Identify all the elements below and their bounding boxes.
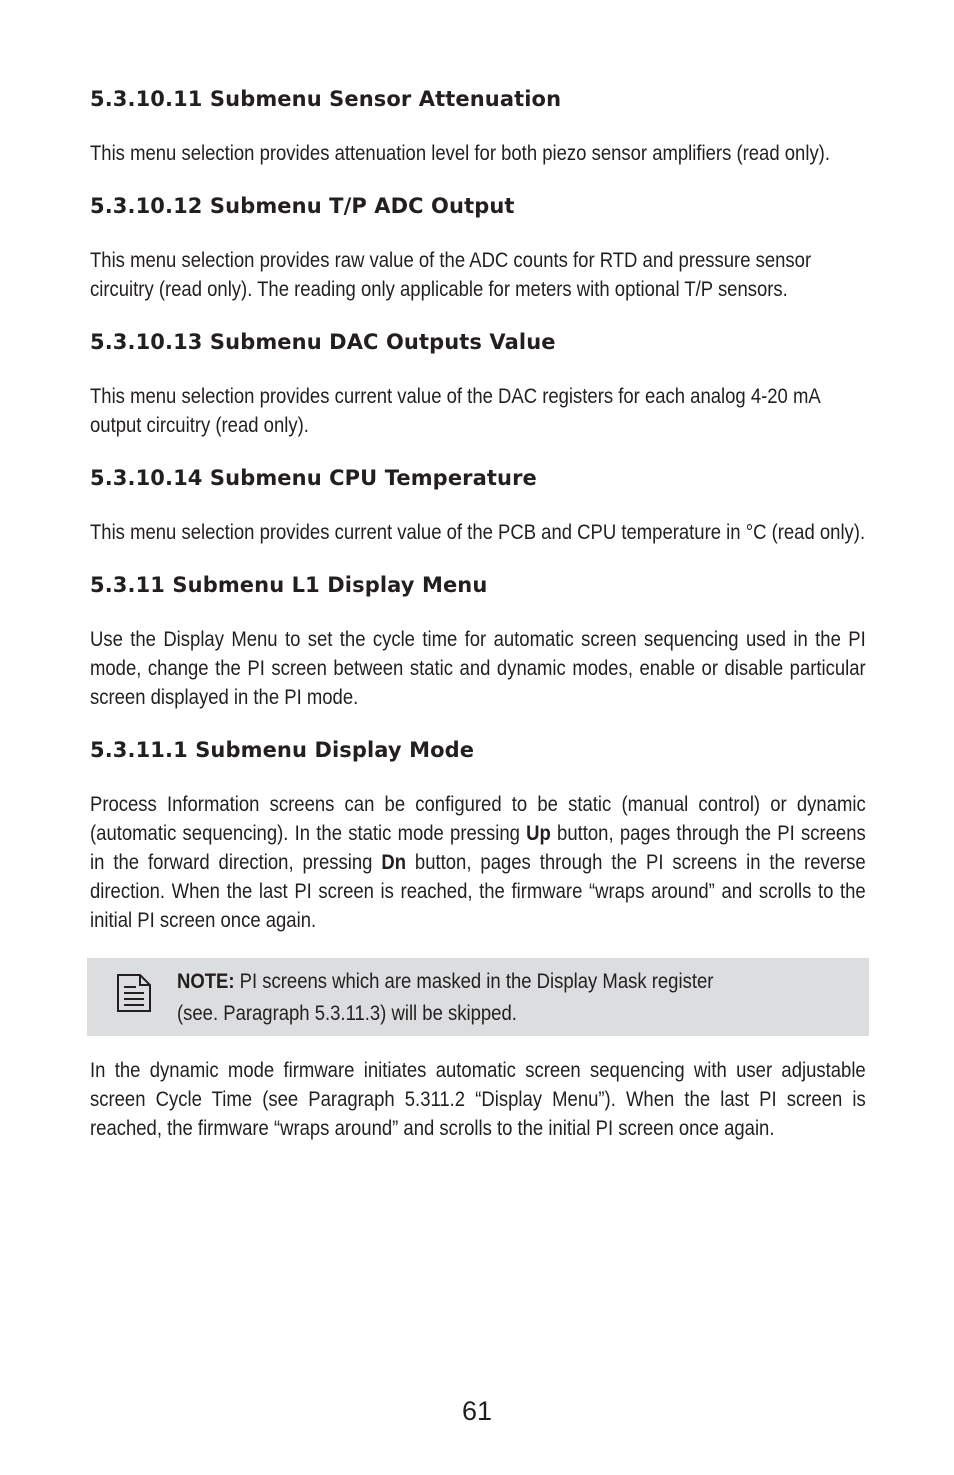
section-cpu-temperature — [90, 463, 866, 547]
section-heading: 5.3.10.14 Submenu CPU Temperature — [90, 466, 537, 490]
body-text: button, pages through the PI screens in the forward direction, pressing — [90, 821, 866, 874]
section-tp-adc-output — [90, 191, 866, 304]
section-body: This menu selection provides attenuation level for both piezo sensor amplifiers (read only). — [90, 141, 830, 165]
section-display-mode — [90, 735, 866, 935]
body-text: Process Information screens can be configured to be static (manual control) or dynamic (automatic sequencing). In the static mode pressing — [90, 792, 866, 845]
note-line1: PI screens which are masked in the Display Mask register — [234, 969, 714, 993]
section-body: This menu selection provides current value of the PCB and CPU temperature in °C (read only). — [90, 520, 866, 544]
note-label: NOTE: — [177, 969, 235, 993]
note-text — [177, 965, 831, 1029]
section-body: Use the Display Menu to set the cycle time for automatic screen sequencing used in the PI mode, change the PI screen between static and dynamic modes, enable or disable particular screen displayed in the PI mode. — [90, 627, 866, 709]
section-heading: 5.3.10.12 Submenu T/P ADC Output — [90, 194, 515, 218]
section-heading: 5.3.10.11 Submenu Sensor Attenuation — [90, 87, 562, 111]
note-box — [87, 958, 869, 1036]
note-document-icon — [116, 973, 152, 1013]
section-body: This menu selection provides raw value of the ADC counts for RTD and pressure sensor circuitry (read only). The reading only applicable for meters with optional T/P sensors. — [90, 248, 812, 301]
section-heading: 5.3.11.1 Submenu Display Mode — [90, 738, 475, 762]
closing-paragraph: In the dynamic mode firmware initiates automatic screen sequencing with user adjustable screen Cycle Time (see Paragraph 5.311.2 “Display Menu”). When the last PI screen is reached, the firmware “wraps around” and scrolls to the initial PI screen once again. — [90, 1058, 866, 1140]
section-body: This menu selection provides current value of the DAC registers for each analog 4-20 mA output circuitry (read only). — [90, 384, 820, 437]
section-display-menu — [90, 570, 866, 712]
section-heading: 5.3.10.13 Submenu DAC Outputs Value — [90, 330, 556, 354]
dn-key-label: Dn — [381, 850, 406, 874]
section-body — [90, 790, 866, 935]
section-sensor-attenuation — [90, 84, 866, 168]
section-dac-outputs-value — [90, 327, 866, 440]
page-number: 61 — [461, 1396, 493, 1426]
note-line2: (see. Paragraph 5.3.11.3) will be skipped. — [177, 1001, 517, 1025]
page-content — [90, 84, 866, 1166]
section-heading: 5.3.11 Submenu L1 Display Menu — [90, 573, 488, 597]
body-text: button, pages through the PI screens in the reverse direction. When the last PI screen is reached, the firmware “wraps around” and scrolls to the initial PI screen once again. — [90, 850, 866, 932]
up-key-label: Up — [526, 821, 551, 845]
